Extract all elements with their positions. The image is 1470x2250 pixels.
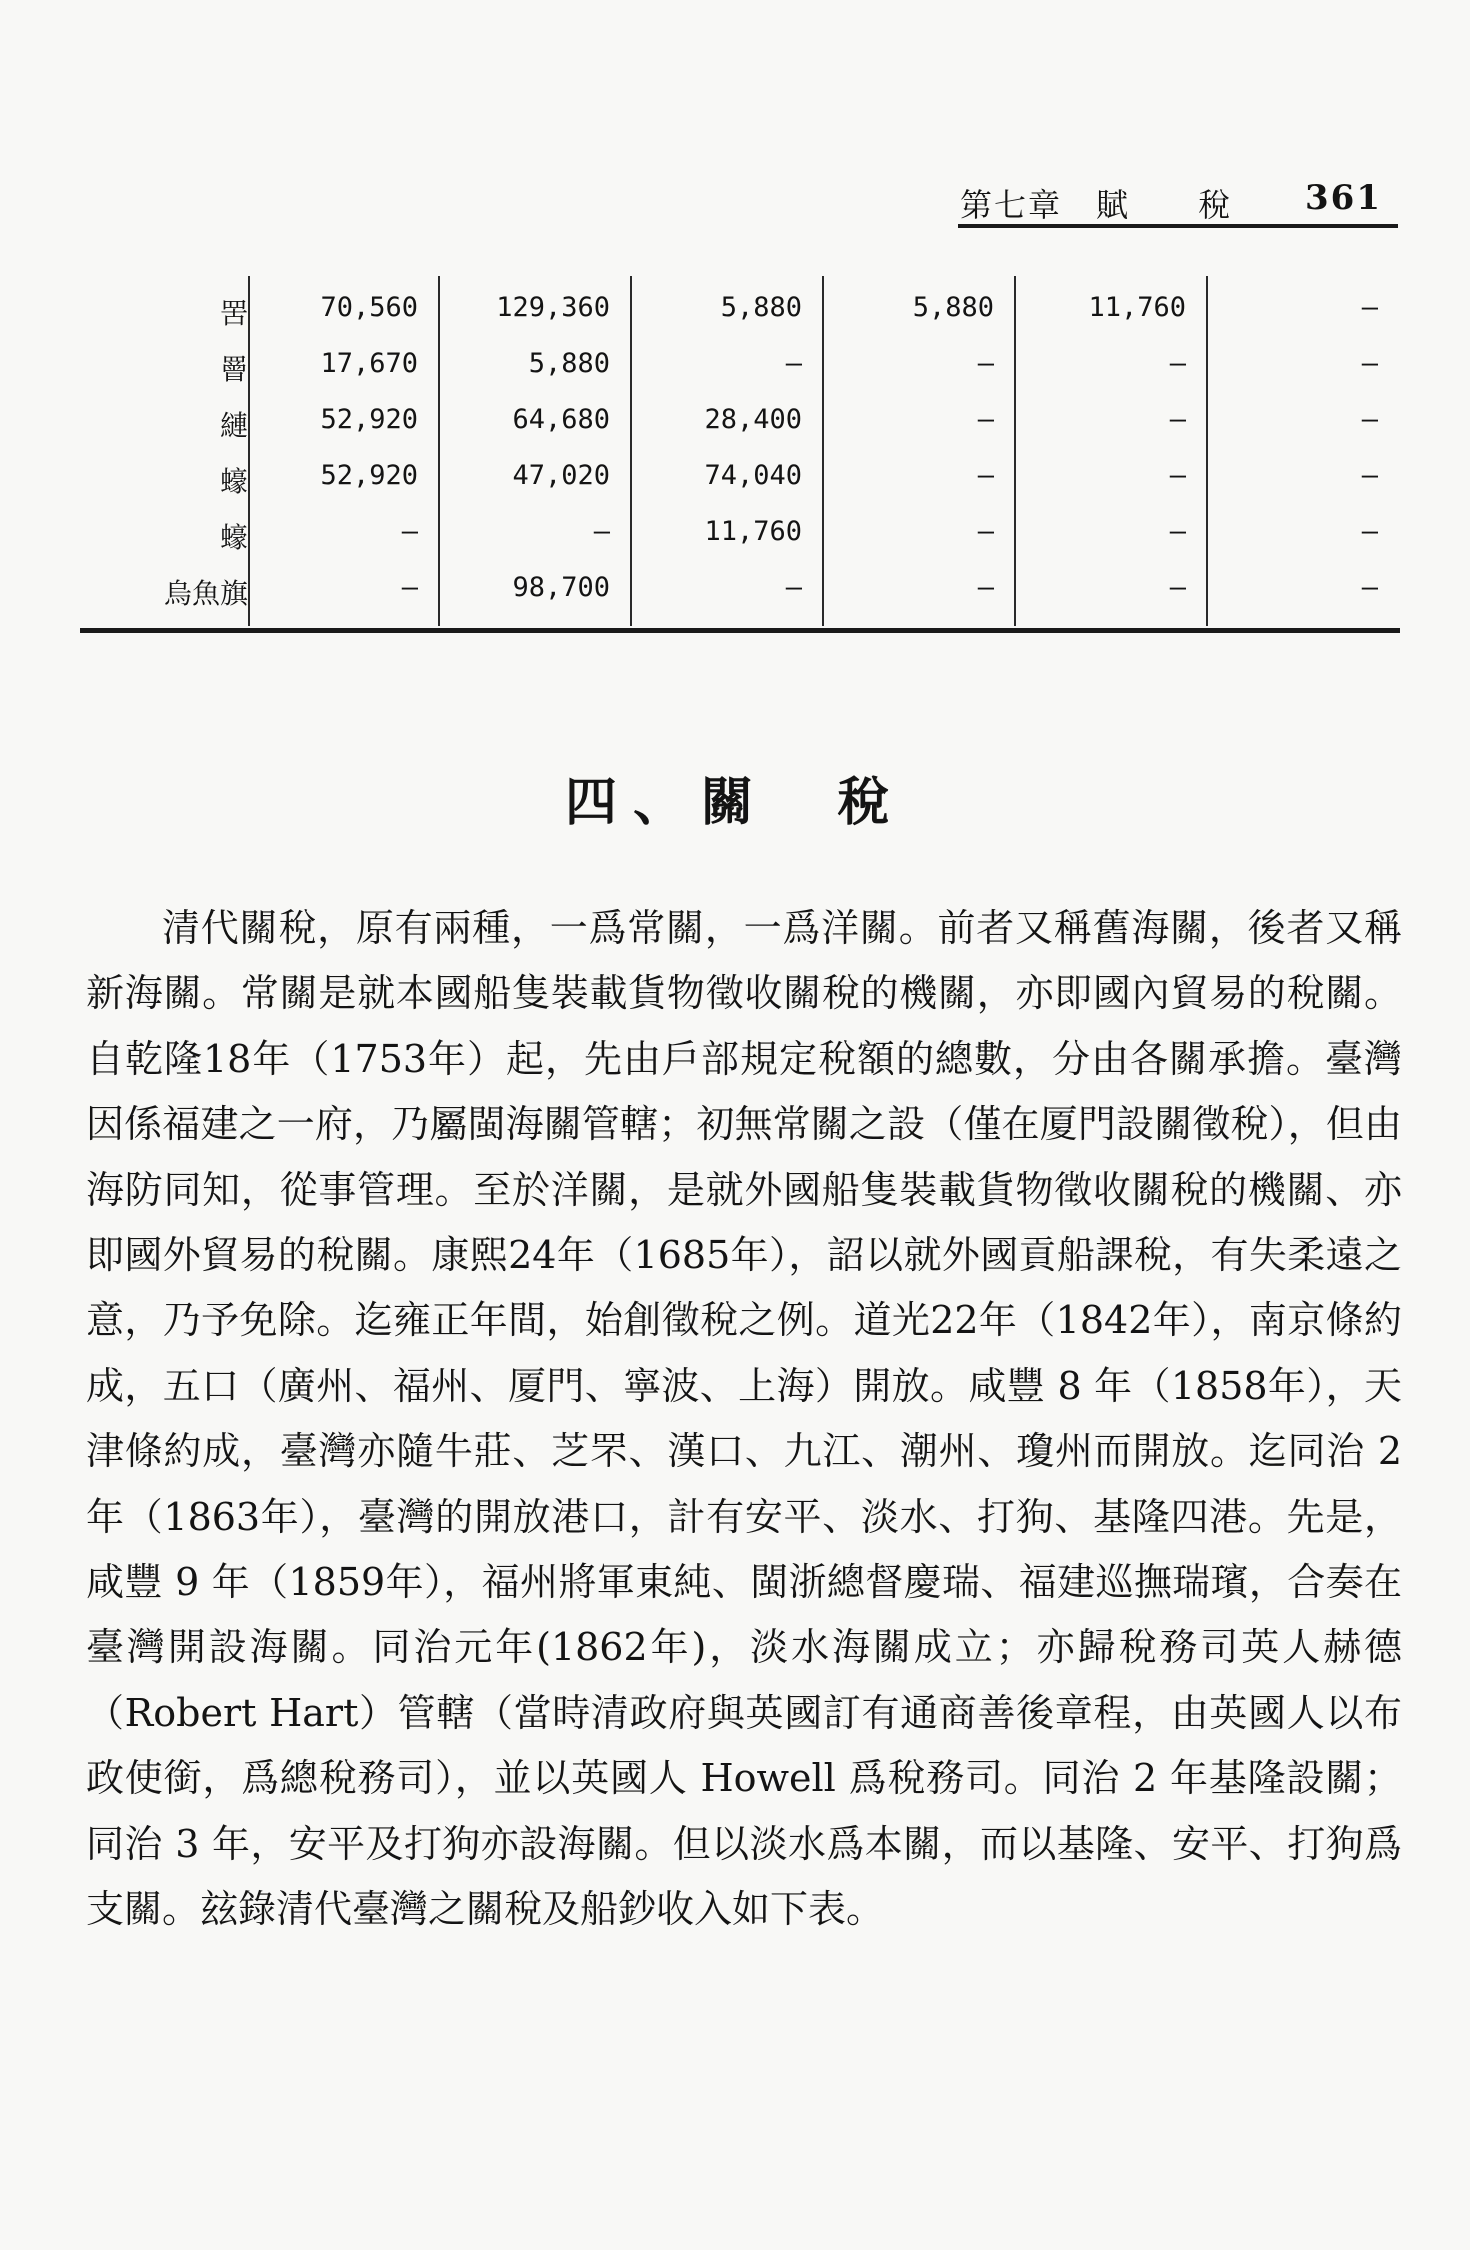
tax-table [80, 276, 1400, 632]
cell: — [1169, 348, 1186, 379]
cell: — [401, 516, 418, 547]
cell: 64,680 [512, 404, 610, 435]
cell: — [1169, 572, 1186, 603]
cell: 5,880 [528, 348, 610, 379]
table-bottom-rule [80, 628, 1400, 633]
row-label: 烏魚旗 [163, 577, 248, 610]
cell: 129,360 [496, 292, 610, 323]
cell: — [1361, 292, 1378, 323]
body-text [86, 896, 1402, 1943]
cell: 70,560 [320, 292, 418, 323]
cell: — [1169, 404, 1186, 435]
row-label: 罾 [219, 353, 248, 386]
cell: 52,920 [320, 404, 418, 435]
page-number: 361 [1305, 178, 1382, 218]
cell: — [1169, 460, 1186, 491]
cell: — [593, 516, 610, 547]
running-header [960, 176, 1396, 226]
table-row [80, 516, 1400, 572]
table-row [80, 404, 1400, 460]
cell: — [1361, 516, 1378, 547]
cell: 17,670 [320, 348, 418, 379]
cell: 11,760 [704, 516, 802, 547]
cell: 5,880 [720, 292, 802, 323]
table-row [80, 348, 1400, 404]
cell: — [977, 516, 994, 547]
cell: — [785, 348, 802, 379]
cell: 74,040 [704, 460, 802, 491]
paragraph: 清代關稅，原有兩種，一爲常關，一爲洋關。前者又稱舊海關，後者又稱新海關。常關是就本國船隻裝載貨物徵收關稅的機關，亦即國內貿易的稅關。自乾隆18年（1753年）起，先由戶部規定稅額的總數，分由各關承擔。臺灣因係福建之一府，乃屬閩海關管轄；初無常關之設（僅在厦門設關徵稅），但由海防同知，從事管理。至於洋關，是就外國船隻裝載貨物徵收關稅的機關、亦即國外貿易的稅關。康熙24年（1685年），詔以就外國貢船課稅，有失柔遠之意，乃予免除。迄雍正年間，始創徵稅之例。道光22年（1842年），南京條約成，五口（廣州、福州、厦門、寧波、上海）開放。咸豐 8 年（1858年），天津條約成，臺灣亦隨牛莊、芝罘、漢口、九江、潮州、瓊州而開放。迄同治 2 年（1863年），臺灣的開放港口，計有安平、淡水、打狗、基隆四港。先是，咸豐 9 年（1859年），福州將軍東純、閩浙總督慶瑞、福建巡撫瑞璸，合奏在臺灣開設海關。同治元年(1862年)，淡水海關成立；亦歸稅務司英人赫德（Robert Hart）管轄（當時清政府與英國訂有通商善後章程，由英國人以布政使銜，爲總稅務司），並以英國人 Howell 爲稅務司。同治 2 年基隆設關；同治 3 年，安平及打狗亦設海關。但以淡水爲本關，而以基隆、安平、打狗爲支關。玆錄清代臺灣之關稅及船鈔收入如下表。 [86, 906, 1402, 1932]
cell: — [977, 348, 994, 379]
cell: — [977, 460, 994, 491]
cell: — [401, 572, 418, 603]
table-row [80, 460, 1400, 516]
cell: 5,880 [912, 292, 994, 323]
cell: — [1361, 572, 1378, 603]
header-rule [958, 224, 1398, 228]
row-label: 縺 [219, 409, 248, 442]
cell: — [1361, 348, 1378, 379]
cell: 11,760 [1088, 292, 1186, 323]
table-row [80, 572, 1400, 628]
cell: — [1361, 460, 1378, 491]
cell: — [977, 572, 994, 603]
cell: 98,700 [512, 572, 610, 603]
table-row [80, 292, 1400, 348]
cell: 47,020 [512, 460, 610, 491]
chapter-title: 第七章 賦 稅 [960, 186, 1233, 224]
row-label: 蠔 [219, 521, 248, 554]
cell: — [1361, 404, 1378, 435]
cell: — [785, 572, 802, 603]
row-label: 蠔 [219, 465, 248, 498]
cell: 28,400 [704, 404, 802, 435]
section-title: 四、關 稅 [564, 772, 905, 833]
cell: 52,920 [320, 460, 418, 491]
cell: — [1169, 516, 1186, 547]
row-label: 罟 [219, 297, 248, 330]
cell: — [977, 404, 994, 435]
